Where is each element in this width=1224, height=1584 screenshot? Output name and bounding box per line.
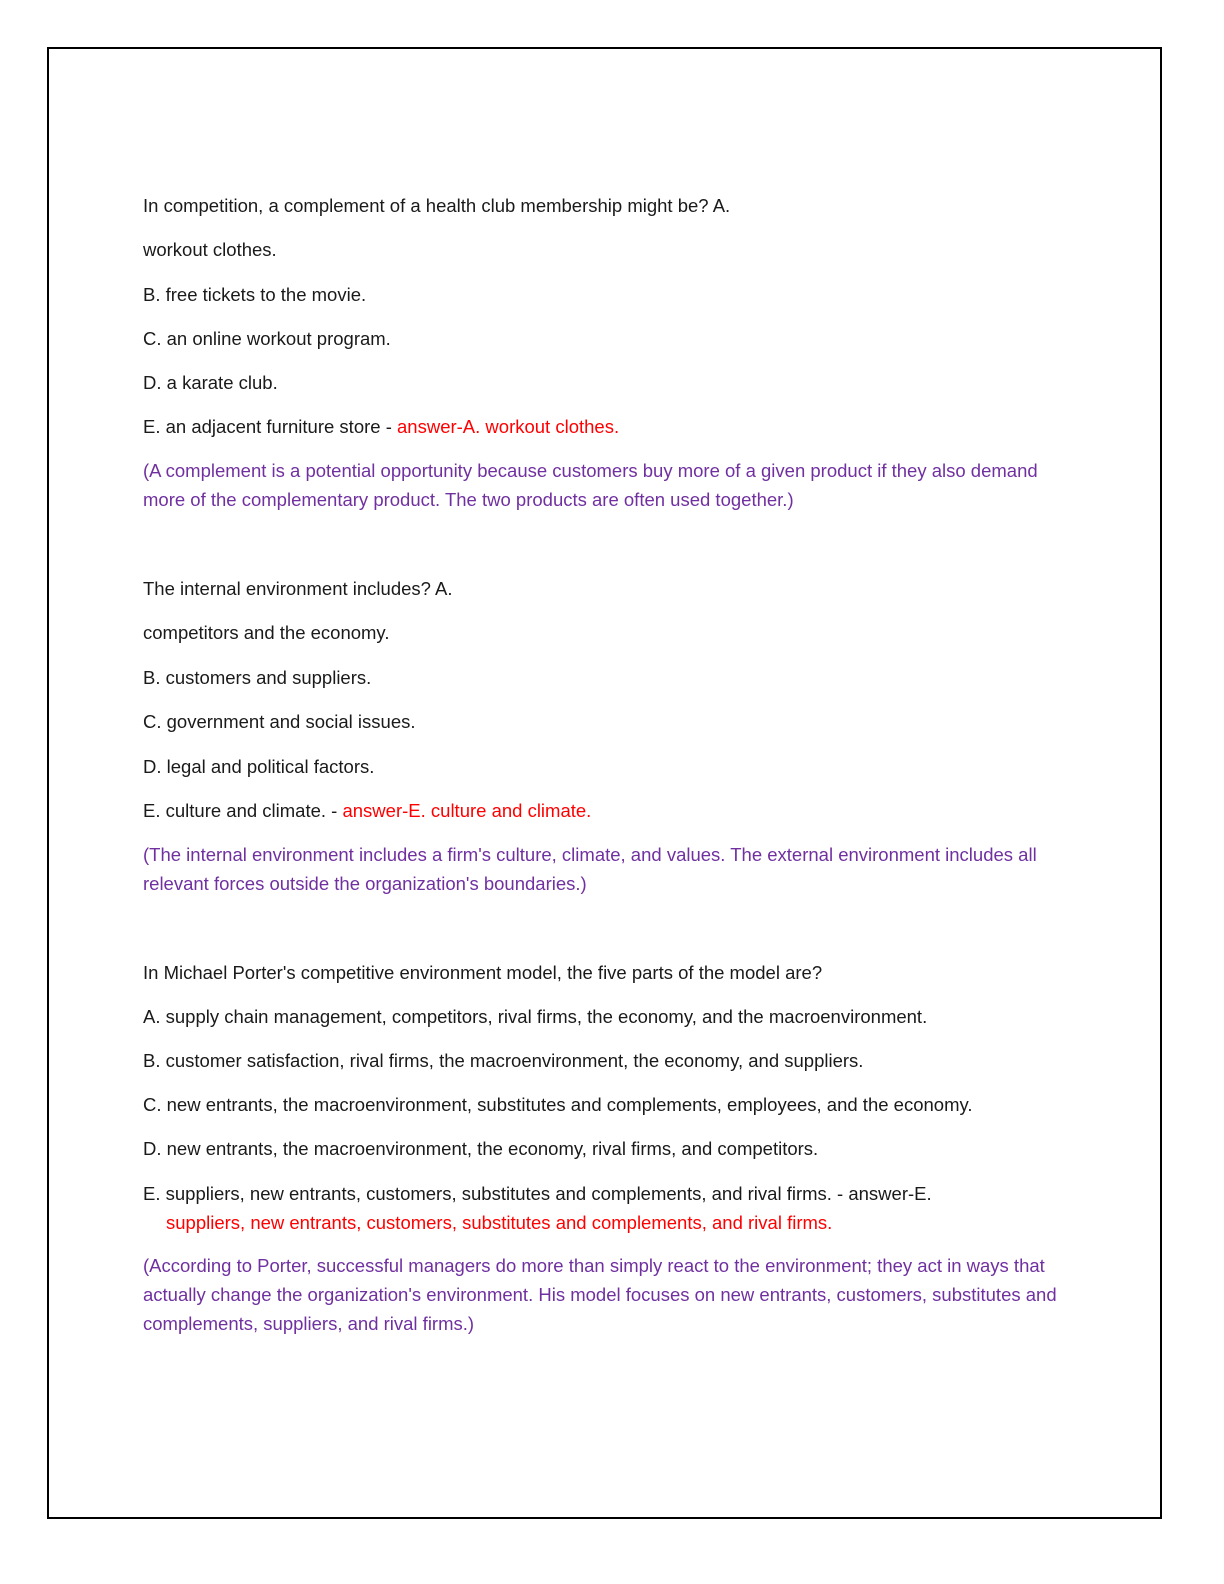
question-3-option: A. supply chain management, competitors, rival firms, the economy, and the macroenvironment. (143, 1006, 928, 1027)
question-2-answer: answer-E. culture and climate. (342, 800, 592, 821)
question-2-option: competitors and the economy. (143, 622, 390, 643)
question-1-option: B. free tickets to the movie. (143, 284, 367, 305)
question-3-answer: suppliers, new entrants, customers, substitutes and complements, and rival firms. (166, 1212, 833, 1233)
question-1-option: D. a karate club. (143, 372, 278, 393)
question-1-option: C. an online workout program. (143, 328, 391, 349)
question-3-option: D. new entrants, the macroenvironment, the economy, rival firms, and competitors. (143, 1138, 819, 1159)
question-1-option-e: E. an adjacent furniture store - (143, 416, 397, 437)
question-3-last-option (143, 1179, 1073, 1237)
question-2-option: D. legal and political factors. (143, 756, 375, 777)
question-2-last-option (143, 799, 591, 823)
question-1-stem: In competition, a complement of a health club membership might be? A. (143, 195, 731, 216)
question-2-option-e: E. culture and climate. - (143, 800, 343, 821)
question-2-explanation: (The internal environment includes a firm's culture, climate, and values. The external environment includes all relevant forces outside the organization's boundaries.) (143, 844, 1037, 894)
question-3-explanation: (According to Porter, successful managers do more than simply react to the environment; they act in ways that actually change the organization's environment. His model focuses on new entrants, customers, substitutes and complements, suppliers, and rival firms.) (143, 1255, 1057, 1334)
question-1-last-option (143, 415, 619, 439)
question-3-option: B. customer satisfaction, rival firms, the macroenvironment, the economy, and suppliers. (143, 1050, 864, 1071)
question-3-stem: In Michael Porter's competitive environment model, the five parts of the model are? (143, 962, 823, 983)
question-3-option-e: E. suppliers, new entrants, customers, substitutes and complements, and rival firms. - answer-E. (143, 1183, 932, 1204)
question-2-option: B. customers and suppliers. (143, 667, 372, 688)
question-1-answer: answer-A. workout clothes. (397, 416, 620, 437)
question-1-explanation: (A complement is a potential opportunity because customers buy more of a given product if they also demand more of the complementary product. The two products are often used together.) (143, 460, 1038, 510)
question-3-option: C. new entrants, the macroenvironment, substitutes and complements, employees, and the economy. (143, 1094, 973, 1115)
question-2-stem: The internal environment includes? A. (143, 578, 453, 599)
question-1-option: workout clothes. (143, 239, 277, 260)
question-2-option: C. government and social issues. (143, 711, 416, 732)
